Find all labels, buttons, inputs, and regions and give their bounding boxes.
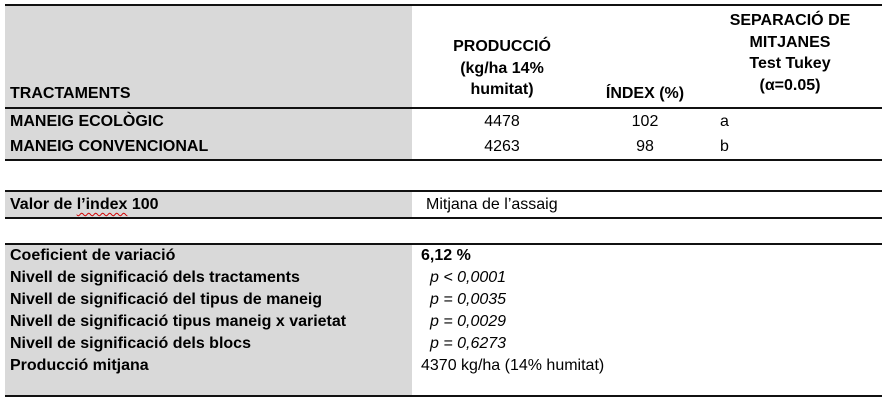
- treatment-rows: [5, 107, 882, 161]
- treatment-name: MANEIG CONVENCIONAL: [5, 134, 412, 159]
- table-row: [5, 333, 882, 355]
- table-row: [5, 311, 882, 333]
- table-row: [5, 134, 882, 159]
- header-separation: [710, 10, 870, 96]
- header-separation-line3: Test Tukey: [749, 55, 831, 72]
- table-row: [5, 245, 882, 267]
- header-treatments: TRACTAMENTS: [10, 85, 131, 102]
- stat-label: Nivell de significació tipus maneig x varietat: [10, 313, 347, 330]
- index100-label-pre: Valor de: [10, 196, 77, 213]
- stat-label: Nivell de significació dels tractaments: [10, 269, 300, 286]
- tukey-group: a: [720, 113, 729, 130]
- stat-value: 6,12 %: [421, 247, 471, 264]
- table-row: [5, 355, 882, 377]
- header-separation-line2: MITJANES: [749, 33, 831, 51]
- stat-value: p < 0,0001: [430, 269, 507, 286]
- header-separation-line1: SEPARACIÓ DE: [729, 12, 851, 29]
- table-row: [5, 192, 882, 217]
- stat-value: p = 0,0029: [430, 313, 507, 330]
- tukey-group: b: [720, 138, 729, 155]
- table-row: [5, 289, 882, 311]
- header-separation-line4: (α=0.05): [759, 76, 821, 94]
- header-index: ÍNDEX (%): [605, 85, 685, 102]
- stat-label: Producció mitjana: [10, 357, 149, 374]
- table-row: [5, 267, 882, 289]
- stat-value: p = 0,0035: [430, 291, 507, 308]
- index100-label-word: l’index: [76, 196, 128, 213]
- table-row: [5, 109, 882, 134]
- index100-value: Mitjana de l’assaig: [426, 196, 558, 213]
- index100-section: [5, 190, 882, 219]
- header-production-line3: humitat): [470, 81, 534, 98]
- treatment-production: 4478: [484, 113, 520, 130]
- stat-label: Nivell de significació del tipus de maneig: [10, 291, 323, 308]
- statistics-section: [5, 243, 882, 397]
- header-production-line2: (kg/ha 14%: [460, 59, 544, 77]
- treatment-name: MANEIG ECOLÒGIC: [5, 109, 412, 134]
- header-production-line1: PRODUCCIÓ: [453, 38, 551, 55]
- treatment-index: 98: [636, 138, 654, 155]
- results-table-header: [5, 4, 882, 107]
- stat-label: Nivell de significació dels blocs: [10, 335, 251, 352]
- stat-label: Coeficient de variació: [10, 247, 176, 264]
- index100-label-post: 100: [127, 196, 159, 213]
- stat-value: p = 0,6273: [430, 335, 507, 352]
- treatment-production: 4263: [484, 138, 520, 155]
- treatment-index: 102: [631, 113, 659, 130]
- stat-value: 4370 kg/ha (14% humitat): [421, 357, 605, 374]
- index100-label: [5, 192, 412, 217]
- header-production: [412, 36, 592, 101]
